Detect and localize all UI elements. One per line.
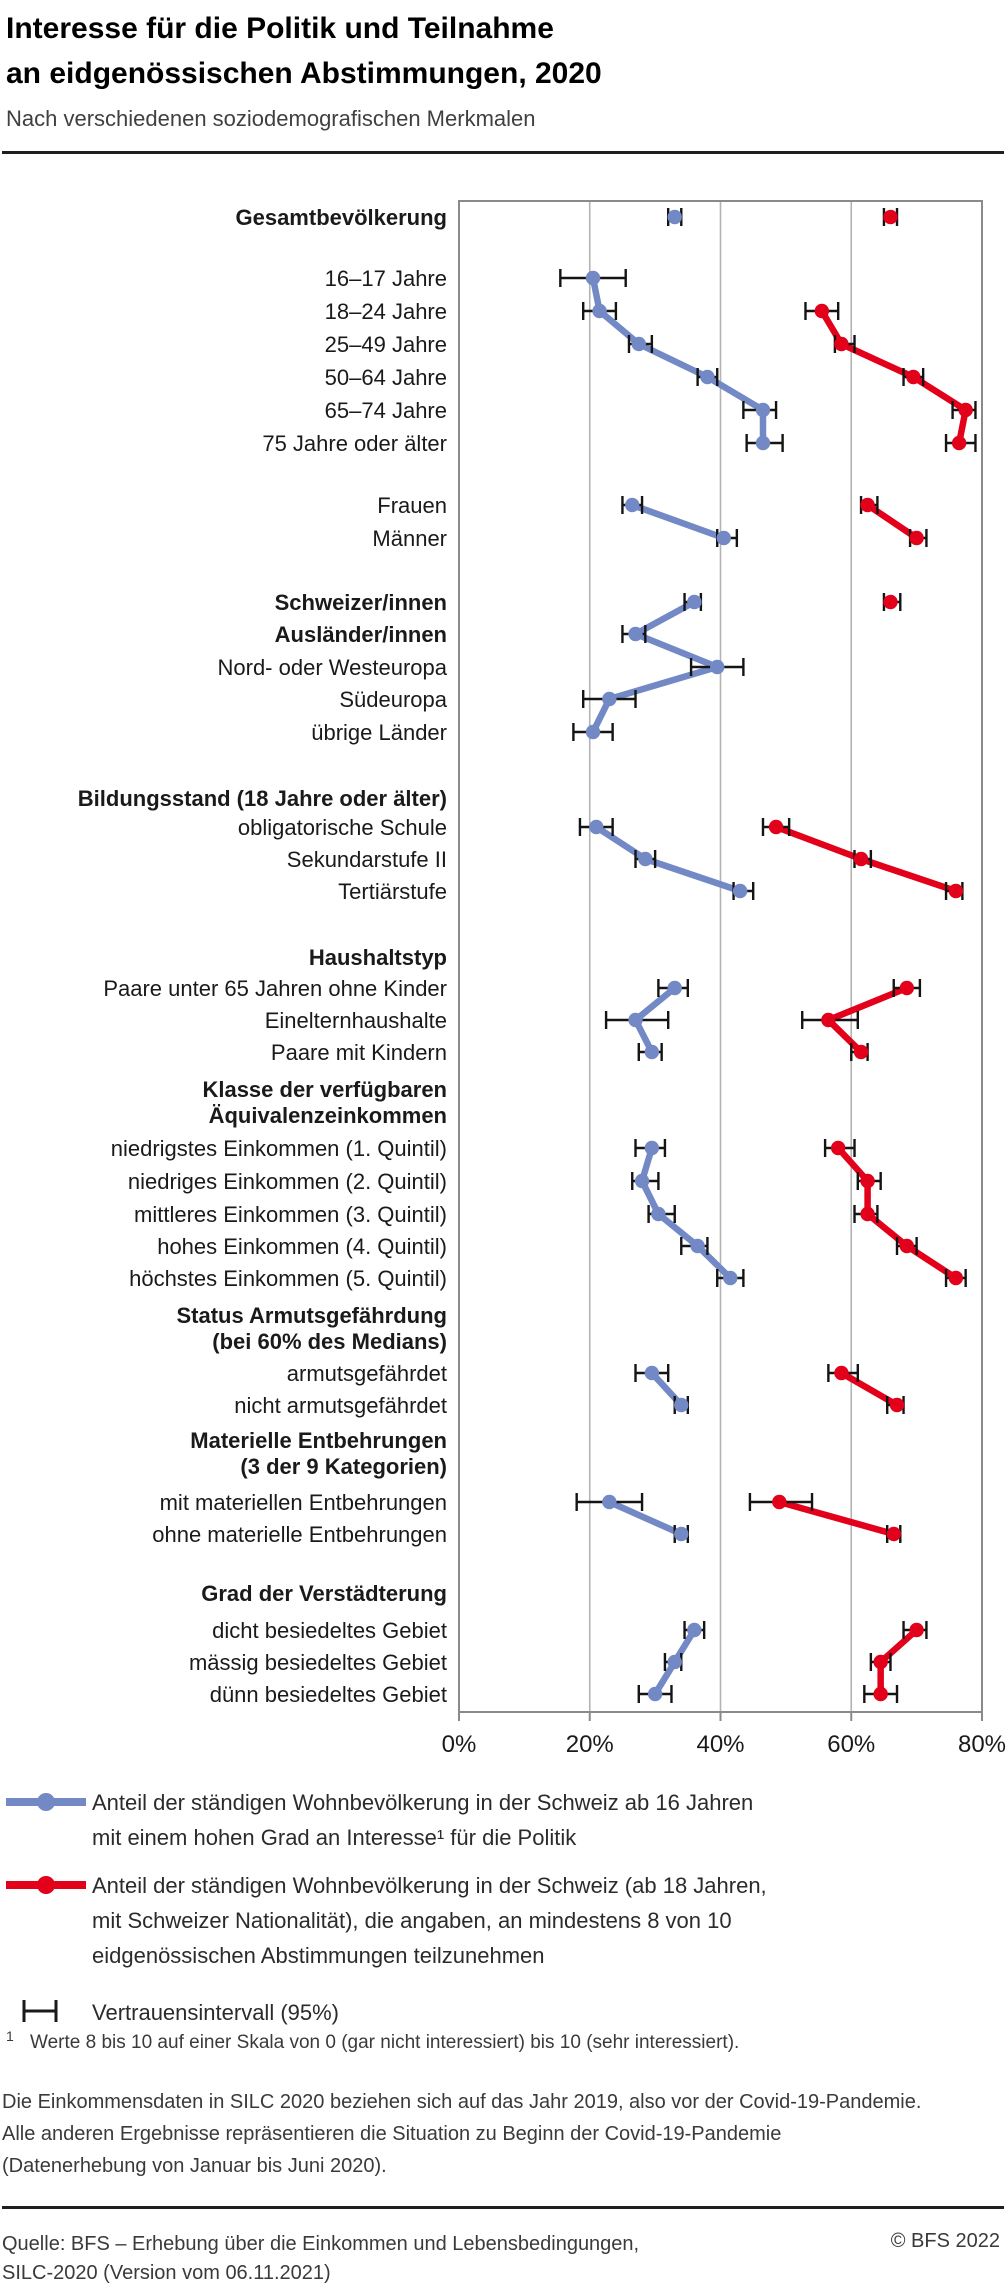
footnote-marker: 1	[6, 2028, 14, 2044]
source-line	[2, 2230, 639, 2288]
group-header-label: Klasse der verfügbaren Äquivalenzeinkommen	[202, 1077, 447, 1128]
participation-data-point	[900, 1239, 914, 1253]
participation-data-point	[860, 1207, 874, 1221]
footer-divider	[2, 2206, 1004, 2209]
group-header-label: Bildungsstand (18 Jahre oder älter)	[77, 786, 447, 811]
interest-data-point	[602, 1495, 616, 1509]
axis-tick-label: 0%	[441, 1731, 477, 1758]
copyright: © BFS 2022	[890, 2230, 1000, 2252]
row-label: mittleres Einkommen (3. Quintil)	[134, 1202, 447, 1227]
methodology-note-line: (Datenerhebung von Januar bis Juni 2020).	[2, 2155, 387, 2177]
participation-data-point	[860, 1174, 874, 1188]
legend-interest-line: Anteil der ständigen Wohnbevölkerung in der Schweiz ab 16 Jahren	[92, 1790, 754, 1815]
methodology-note	[2, 2086, 921, 2182]
participation-data-point	[952, 436, 966, 450]
row-label: Nord- oder Westeuropa	[217, 655, 447, 680]
legend-interest-line: mit einem hohen Grad an Interesse¹ für die Politik	[92, 1825, 577, 1850]
source-text: SILC-2020 (Version vom 06.11.2021)	[2, 2262, 331, 2284]
participation-data-point	[834, 337, 848, 351]
confidence-interval-icon	[20, 1996, 72, 2026]
legend-participation-line: eidgenössischen Abstimmungen teilzunehmen	[92, 1943, 545, 1968]
row-label: Frauen	[377, 493, 447, 518]
x-axis	[442, 201, 1006, 1758]
interest-data-point	[710, 660, 724, 674]
footnote-1	[4, 2028, 740, 2054]
legend-confidence-interval	[4, 1995, 339, 2030]
row-labels	[78, 205, 448, 1707]
participation-data-point	[890, 1398, 904, 1412]
participation-data-point	[860, 498, 874, 512]
interest-data-point	[668, 981, 682, 995]
participation-data-point	[949, 884, 963, 898]
interest-data-point	[687, 595, 701, 609]
participation-data-point	[883, 210, 897, 224]
interest-series-marker-icon	[4, 1790, 88, 1814]
interest-data-point	[690, 1239, 704, 1253]
page-title-line1: Interesse für die Politik und Teilnahme	[6, 12, 554, 45]
participation-data-point	[831, 1141, 845, 1155]
legend-participation-line: Anteil der ständigen Wohnbevölkerung in der Schweiz (ab 18 Jahren,	[92, 1873, 767, 1898]
row-label: hohes Einkommen (4. Quintil)	[157, 1234, 447, 1259]
axis-tick-label: 20%	[565, 1731, 614, 1758]
participation-data-point	[900, 981, 914, 995]
interest-data-point	[756, 403, 770, 417]
participation-series-points	[769, 210, 973, 1701]
interest-data-point	[668, 1655, 682, 1669]
interest-series-points	[586, 210, 770, 1701]
row-label: armutsgefährdet	[286, 1361, 447, 1386]
row-label: Sekundarstufe II	[286, 847, 447, 872]
participation-data-point	[873, 1655, 887, 1669]
interest-data-point	[635, 1174, 649, 1188]
participation-series-marker-icon	[4, 1873, 88, 1897]
row-label: niedrigstes Einkommen (1. Quintil)	[110, 1136, 447, 1161]
row-label: 75 Jahre oder älter	[262, 431, 447, 456]
page-subtitle: Nach verschiedenen soziodemografischen Merkmalen	[6, 106, 536, 131]
interest-data-point	[645, 1045, 659, 1059]
row-label: 18–24 Jahre	[324, 299, 447, 324]
row-label: obligatorische Schule	[237, 815, 447, 840]
row-label: Männer	[372, 526, 447, 551]
page-title-line2: an eidgenössischen Abstimmungen, 2020	[6, 57, 602, 90]
interest-data-point	[674, 1527, 688, 1541]
row-label: Ausländer/innen	[274, 622, 447, 647]
row-label: Gesamtbevölkerung	[235, 205, 447, 230]
source-text: Quelle: BFS – Erhebung über die Einkommen und Lebensbedingungen,	[2, 2233, 640, 2255]
row-label: Schweizer/innen	[274, 590, 447, 615]
interest-data-point	[723, 1271, 737, 1285]
row-label: Paare mit Kindern	[270, 1040, 447, 1065]
row-label: mässig besiedeltes Gebiet	[188, 1650, 447, 1675]
confidence-intervals	[560, 208, 975, 1703]
participation-data-point	[815, 304, 829, 318]
row-label: Tertiärstufe	[338, 879, 447, 904]
interest-data-point	[687, 1623, 701, 1637]
footnote-text: Werte 8 bis 10 auf einer Skala von 0 (gar nicht interessiert) bis 10 (sehr interessiert).	[30, 2032, 740, 2053]
participation-data-point	[834, 1366, 848, 1380]
methodology-note-line: Alle anderen Ergebnisse repräsentieren die Situation zu Beginn der Covid-19-Pandemie	[2, 2123, 782, 2145]
interest-data-point	[586, 271, 600, 285]
interest-data-point	[589, 820, 603, 834]
axis-tick-label: 60%	[827, 1731, 876, 1758]
row-label: dünn besiedeltes Gebiet	[209, 1682, 447, 1707]
row-label: 65–74 Jahre	[324, 398, 447, 423]
group-header-label: Materielle Entbehrungen (3 der 9 Kategorien)	[190, 1428, 447, 1479]
interest-data-point	[586, 725, 600, 739]
interest-data-point	[674, 1398, 688, 1412]
interest-data-point	[645, 1366, 659, 1380]
row-label: dicht besiedeltes Gebiet	[212, 1618, 447, 1643]
interest-data-point	[602, 692, 616, 706]
group-header-label: Status Armutsgefährdung (bei 60% des Medians)	[176, 1303, 447, 1354]
row-label: 25–49 Jahre	[324, 332, 447, 357]
row-label: nicht armutsgefährdet	[234, 1393, 447, 1418]
participation-series-lines	[776, 311, 966, 1694]
row-label: Einelternhaushalte	[264, 1008, 447, 1033]
interest-data-point	[632, 337, 646, 351]
participation-data-point	[949, 1271, 963, 1285]
participation-data-point	[958, 403, 972, 417]
legend-ci-label: Vertrauensintervall (95%)	[92, 2000, 340, 2025]
legend-interest	[4, 1785, 753, 1855]
legend-participation	[4, 1868, 767, 1973]
participation-data-point	[887, 1527, 901, 1541]
participation-data-point	[769, 820, 783, 834]
row-label: 50–64 Jahre	[324, 365, 447, 390]
participation-data-point	[873, 1687, 887, 1701]
interest-data-point	[628, 627, 642, 641]
interest-data-point	[638, 852, 652, 866]
participation-data-point	[909, 1623, 923, 1637]
participation-data-point	[854, 1045, 868, 1059]
legend-participation-line: mit Schweizer Nationalität), die angaben, an mindestens 8 von 10	[92, 1908, 732, 1933]
axis-tick-label: 40%	[696, 1731, 745, 1758]
interest-data-point	[700, 370, 714, 384]
participation-data-point	[909, 531, 923, 545]
row-label: ohne materielle Entbehrungen	[152, 1522, 447, 1547]
group-header-label: Grad der Verstädterung	[201, 1581, 447, 1606]
row-label: übrige Länder	[311, 720, 447, 745]
axis-tick-label: 80%	[957, 1731, 1006, 1758]
interest-data-point	[645, 1141, 659, 1155]
participation-data-point	[906, 370, 920, 384]
participation-data-point	[854, 852, 868, 866]
participation-data-point	[772, 1495, 786, 1509]
methodology-note-line: Die Einkommensdaten in SILC 2020 beziehen sich auf das Jahr 2019, also vor der Covid-19-Pandemie.	[2, 2091, 922, 2113]
row-label: höchstes Einkommen (5. Quintil)	[129, 1266, 447, 1291]
row-label: Südeuropa	[339, 687, 447, 712]
interest-data-point	[756, 436, 770, 450]
interest-data-point	[651, 1207, 665, 1221]
row-label: mit materiellen Entbehrungen	[159, 1490, 447, 1515]
interest-data-point	[668, 210, 682, 224]
interest-data-point	[628, 1013, 642, 1027]
group-header-label: Haushaltstyp	[308, 945, 447, 970]
participation-data-point	[883, 595, 897, 609]
interest-data-point	[625, 498, 639, 512]
row-label: niedriges Einkommen (2. Quintil)	[127, 1169, 447, 1194]
row-label: 16–17 Jahre	[324, 266, 447, 291]
interest-data-point	[648, 1687, 662, 1701]
row-label: Paare unter 65 Jahren ohne Kinder	[103, 976, 447, 1001]
interest-data-point	[717, 531, 731, 545]
interest-data-point	[733, 884, 747, 898]
participation-data-point	[821, 1013, 835, 1027]
interest-data-point	[592, 304, 606, 318]
